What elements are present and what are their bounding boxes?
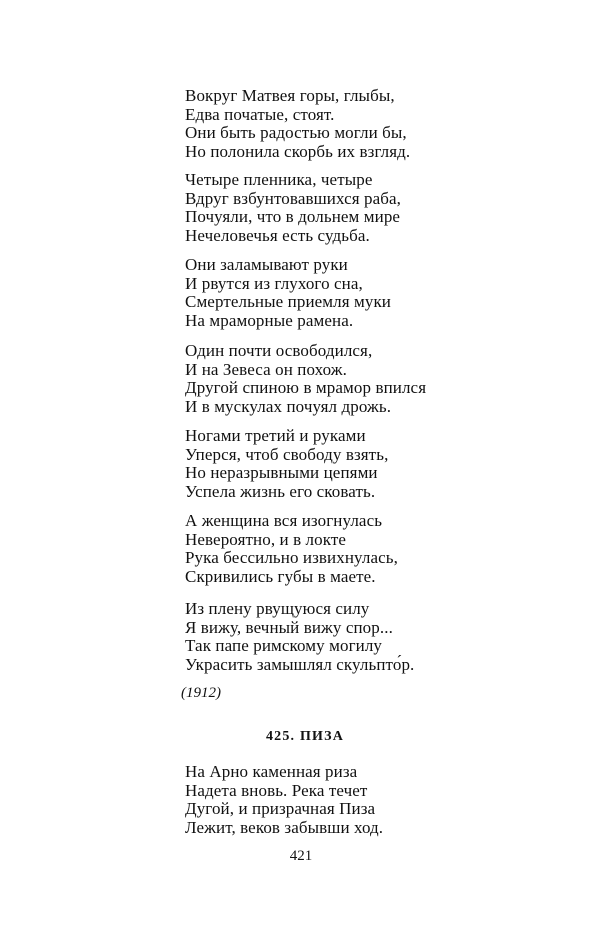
poem-line: А женщина вся изогнулась xyxy=(185,511,383,530)
poem-line: Уперся, чтоб свободу взять, xyxy=(185,444,389,464)
poem-line: Надета вновь. Река течет xyxy=(185,780,368,800)
page-number: 421 xyxy=(289,848,313,864)
poem-line: Но полонила скорбь их взгляд. xyxy=(185,141,411,161)
poem-line: Я вижу, вечный вижу спор... xyxy=(185,617,393,637)
poem-line: Вдруг взбунтовавшихся раба, xyxy=(185,188,401,208)
poem-line: И в мускулах почуял дрожь. xyxy=(185,396,392,416)
poem-date: (1912) xyxy=(181,685,221,701)
poem-line: Украсить замышлял скульпто́р. xyxy=(185,654,415,674)
stanza-next-1 xyxy=(185,763,585,837)
poem-line: На Арно каменная риза xyxy=(185,762,358,781)
poem-line: Едва початые, стоят. xyxy=(185,104,335,124)
stanza-1 xyxy=(185,87,585,161)
stanza-6 xyxy=(185,512,585,586)
poem-line: Невероятно, и в локте xyxy=(185,529,347,549)
poem-line: Из плену рвущуюся силу xyxy=(185,599,370,618)
stanza-4 xyxy=(185,342,585,416)
poem-line: Лежит, веков забывши ход. xyxy=(185,817,384,837)
poem-line: Другой спиною в мрамор впился xyxy=(185,378,427,398)
stanza-3 xyxy=(185,256,585,330)
poem-line: Ногами третий и руками xyxy=(185,426,366,445)
poem-heading: 425. ПИЗА xyxy=(265,729,345,744)
poem-line: Четыре пленника, четыре xyxy=(185,170,373,189)
poem-line: Они быть радостью могли бы, xyxy=(185,123,407,143)
poem-line: И рвутся из глухого сна, xyxy=(185,273,363,293)
poem-line: И на Зевеса он похож. xyxy=(185,359,347,379)
poem-line: Нечеловечья есть судьба. xyxy=(185,225,370,245)
poem-line: Один почти освободился, xyxy=(185,341,373,360)
poem-line: Дугой, и призрачная Пиза xyxy=(185,799,376,819)
poem-line: Они заламывают руки xyxy=(185,255,348,274)
stanza-5 xyxy=(185,427,585,501)
poem-line: Смертельные приемля муки xyxy=(185,292,392,312)
poem-line: Вокруг Матвея горы, глыбы, xyxy=(185,86,395,105)
stanza-2 xyxy=(185,171,585,245)
poem-line: Скривились губы в маете. xyxy=(185,566,376,586)
poem-line: Но неразрывными цепями xyxy=(185,463,378,483)
poem-line: Почуяли, что в дольнем мире xyxy=(185,207,401,227)
stanza-7 xyxy=(185,600,585,674)
poem-line: На мраморные рамена. xyxy=(185,310,354,330)
poem-line: Рука бессильно извихнулась, xyxy=(185,548,398,568)
poem-line: Успела жизнь его сковать. xyxy=(185,481,376,501)
poem-line: Так папе римскому могилу xyxy=(185,636,383,656)
